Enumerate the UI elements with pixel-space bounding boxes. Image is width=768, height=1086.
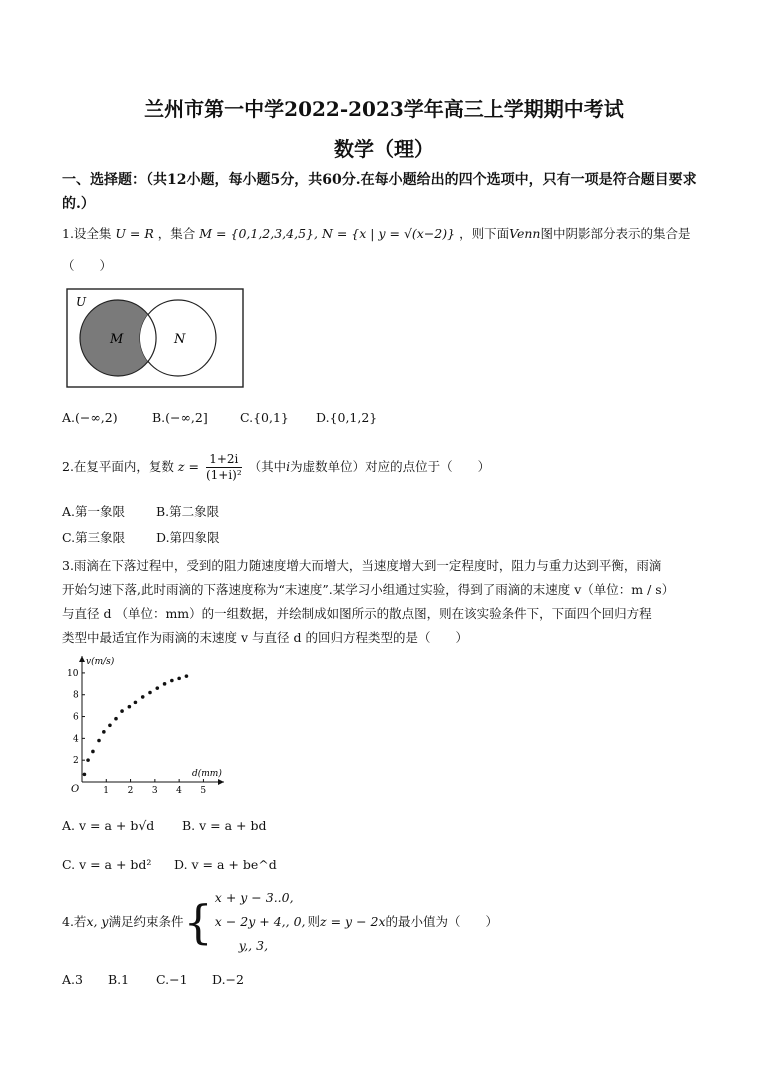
q2-text-c: 为虚数单位）对应的点位于（ ）	[290, 459, 491, 474]
venn-diagram	[66, 288, 244, 388]
q4-constraint-system	[215, 886, 306, 958]
page-subtitle: 数学（理）	[334, 137, 434, 161]
q1-option-c[interactable]: C.{0,1}	[240, 410, 289, 425]
question-2-stem	[62, 450, 490, 484]
page-title: 兰州市第一中学2022-2023学年高三上学期期中考试	[144, 97, 624, 121]
q2-option-b[interactable]: B.第二象限	[156, 504, 220, 519]
x-tick-label: 1	[103, 786, 110, 796]
q1-text-a: 1.设全集	[62, 226, 112, 241]
data-point	[141, 695, 145, 699]
x-axis-arrow	[218, 779, 224, 785]
q4-text-b: 满足约束条件	[108, 914, 184, 929]
question-4-stem	[62, 886, 498, 958]
data-point	[114, 717, 118, 721]
data-point	[148, 691, 152, 695]
q4-constraint-3: y,, 3,	[238, 938, 269, 953]
q2-i-var: i	[286, 459, 291, 474]
data-point	[128, 705, 132, 709]
y-tick-label: 2	[73, 756, 79, 767]
q2-frac-den: (1+i)²	[205, 468, 242, 482]
x-tick-label: 2	[127, 786, 134, 796]
chart-axes	[71, 656, 224, 795]
y-axis-label: v(m/s)	[86, 657, 115, 667]
y-tick-label: 10	[67, 668, 79, 679]
q3-line-4: 类型中最适宜作为雨滴的末速度 v 与直径 d 的回归方程类型的是（ ）	[62, 630, 468, 645]
q4-constraint-2: x − 2y + 4,, 0,	[214, 914, 306, 929]
q4-option-b[interactable]: B.1	[108, 972, 130, 987]
data-point	[185, 674, 189, 678]
q3-option-d[interactable]: D. v = a + be^d	[174, 857, 277, 872]
chart-ticks	[67, 669, 206, 796]
data-point	[97, 739, 101, 743]
q4-text-d: 的最小值为（ ）	[385, 914, 499, 929]
x-tick-label: 3	[151, 786, 158, 796]
data-point	[163, 682, 167, 686]
q4-option-d[interactable]: D.−2	[212, 972, 244, 987]
q2-text-b: （其中	[248, 459, 287, 474]
q3-line-1: 3.雨滴在下落过程中，受到的阻力随速度增大而增大，当速度增大到一定程度时，阻力与重力达到平衡，雨滴	[62, 558, 662, 573]
origin-label: O	[71, 784, 80, 795]
data-point	[108, 723, 112, 727]
x-tick-label: 4	[176, 786, 182, 796]
q1-text-b: ，集合	[157, 226, 196, 241]
q1-text-c: ，则下面	[459, 226, 510, 241]
q2-text-a: 2.在复平面内，复数	[62, 459, 174, 474]
y-tick-label: 6	[73, 712, 79, 723]
data-point	[170, 679, 174, 683]
q4-text-a: 4.若	[62, 914, 87, 929]
scatter-chart	[60, 654, 230, 796]
q3-line-3: 与直径 d （单位：mm）的一组数据，并绘制成如图所示的散点图，则在该实验条件下，下面四个回归方程	[62, 606, 652, 621]
data-point	[83, 773, 87, 777]
q1-math-sets: M = {0,1,2,3,4,5}, N = {x | y = √(x−2)}	[199, 226, 456, 241]
data-point	[91, 750, 95, 754]
q4-option-a[interactable]: A.3	[62, 972, 83, 987]
venn-label-n: N	[174, 332, 186, 347]
y-tick-label: 4	[73, 734, 79, 745]
q1-venn-word: Venn	[509, 226, 541, 241]
y-axis-arrow	[79, 656, 85, 662]
data-point	[134, 701, 138, 705]
venn-label-u: U	[76, 295, 87, 309]
data-point	[120, 709, 124, 713]
chart-points	[83, 674, 189, 776]
x-axis-label: d(mm)	[192, 769, 222, 779]
q4-option-c[interactable]: C.−1	[156, 972, 188, 987]
q2-z-eq: z =	[177, 459, 199, 474]
q4-z-expr: z = y − 2x	[320, 914, 386, 929]
q4-constraint-1: x + y − 3..0,	[214, 890, 294, 905]
q3-option-a[interactable]: A. v = a + b√d	[62, 818, 155, 833]
q4-vars: x, y	[86, 914, 109, 929]
x-tick-label: 5	[200, 786, 207, 796]
venn-label-m: M	[110, 332, 124, 347]
section-heading: 一、选择题：（共12小题，每小题5分，共60分.在每小题给出的四个选项中，只有一项是符合题目要求的.）	[62, 172, 697, 212]
q1-math-universe: U = R	[115, 226, 154, 241]
q2-option-c[interactable]: C.第三象限	[62, 530, 126, 545]
q4-text-c: 则	[307, 914, 321, 929]
q3-option-c[interactable]: C. v = a + bd²	[62, 857, 152, 872]
data-point	[177, 677, 181, 681]
data-point	[102, 730, 106, 734]
q1-option-b[interactable]: B.(−∞,2]	[152, 410, 208, 425]
q1-option-a[interactable]: A.(−∞,2)	[62, 410, 118, 425]
q3-option-b[interactable]: B. v = a + bd	[182, 818, 267, 833]
q4-brace: {	[183, 895, 213, 949]
q4-stem-wrap	[62, 886, 498, 958]
y-tick-label: 8	[73, 690, 79, 701]
q2-frac-num: 1+2i	[206, 452, 242, 468]
data-point	[86, 758, 90, 762]
q2-option-d[interactable]: D.第四象限	[156, 530, 220, 545]
data-point	[155, 686, 159, 690]
q2-fraction	[206, 452, 242, 483]
q3-line-2: 开始匀速下落,此时雨滴的下落速度称为“末速度”.某学习小组通过实验，得到了雨滴的末速度 v（单位：m / s）	[62, 582, 675, 597]
q2-option-a[interactable]: A.第一象限	[62, 504, 126, 519]
q1-text-d: 图中阴影部分表示的集合是	[540, 226, 691, 241]
q1-answer-paren: （ ）	[62, 258, 113, 273]
question-1-stem	[62, 224, 691, 244]
q1-option-d[interactable]: D.{0,1,2}	[316, 410, 378, 425]
